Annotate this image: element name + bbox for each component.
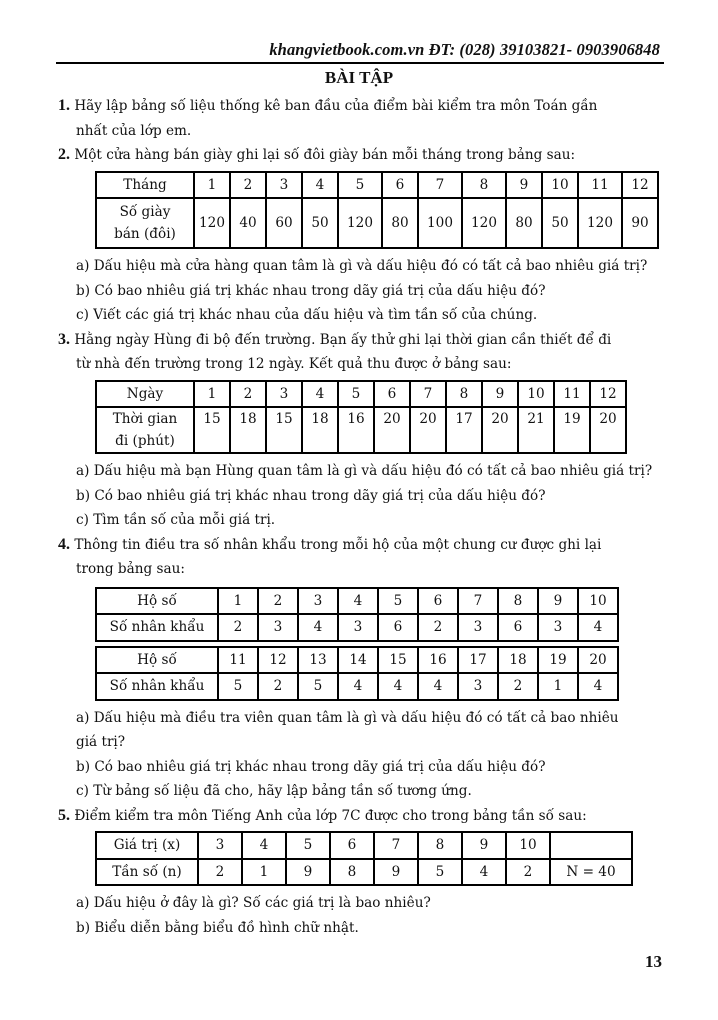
- cell: 11: [578, 172, 622, 199]
- cell: 19: [538, 647, 578, 674]
- cell: 18: [302, 407, 338, 453]
- question-c: c) Từ bảng số liệu đã cho, hãy lập bảng tần số tương ứng.: [76, 783, 472, 799]
- cell: 3: [198, 832, 242, 859]
- cell: 15: [378, 647, 418, 674]
- cell: 4: [578, 614, 618, 641]
- cell: 2: [498, 673, 538, 700]
- question-a: a) Dấu hiệu ở đây là gì? Số các giá trị là bao nhiêu?: [76, 895, 431, 911]
- row-label: Tháng: [96, 172, 194, 199]
- row-label-line: Thời gian: [112, 411, 178, 427]
- question-a: a) Dấu hiệu mà cửa hàng quan tâm là gì và dấu hiệu đó có tất cả bao nhiêu giá trị?: [76, 258, 648, 274]
- cell: 7: [410, 381, 446, 408]
- publisher-contact: khangvietbook.com.vn ĐT: (028) 39103821- 0903906848: [269, 40, 660, 59]
- cell: 7: [458, 588, 498, 615]
- cell: 4: [302, 172, 338, 199]
- cell: 1: [538, 673, 578, 700]
- exercise-text-cont: từ nhà đến trường trong 12 ngày. Kết quả thu được ở bảng sau:: [76, 356, 512, 372]
- cell: 9: [462, 832, 506, 859]
- cell: 8: [418, 832, 462, 859]
- cell: 4: [578, 673, 618, 700]
- cell: 4: [242, 832, 286, 859]
- row-label-line: đi (phút): [115, 433, 175, 449]
- cell: 20: [578, 647, 618, 674]
- cell: 12: [590, 381, 626, 408]
- cell: 10: [542, 172, 578, 199]
- cell: 13: [298, 647, 338, 674]
- exercise-4: [58, 533, 664, 804]
- exercise-2: [58, 143, 664, 328]
- cell: 1: [242, 859, 286, 886]
- exercise-number: 2.: [58, 146, 70, 163]
- cell: 9: [374, 859, 418, 886]
- row-label: Số nhân khẩu: [96, 614, 218, 641]
- cell: 120: [338, 198, 382, 248]
- cell: 15: [194, 407, 230, 453]
- cell: 4: [378, 673, 418, 700]
- question-c: c) Tìm tần số của mỗi giá trị.: [76, 512, 276, 528]
- cell: 40: [230, 198, 266, 248]
- cell: 120: [462, 198, 506, 248]
- question-b: b) Có bao nhiêu giá trị khác nhau trong dãy giá trị của dấu hiệu đó?: [76, 282, 546, 299]
- cell: 4: [462, 859, 506, 886]
- cell: 1: [194, 381, 230, 408]
- row-label-line: Số giày: [119, 204, 171, 220]
- row-label-line: bán (đôi): [114, 226, 176, 242]
- question-b: b) Biểu diễn bằng biểu đồ hình chữ nhật.: [76, 919, 359, 936]
- cell: 8: [330, 859, 374, 886]
- cell: 11: [554, 381, 590, 408]
- row-label: Số nhân khẩu: [96, 673, 218, 700]
- row-label: Giá trị (x): [96, 832, 198, 859]
- cell: 120: [578, 198, 622, 248]
- cell: 8: [446, 381, 482, 408]
- cell: 7: [374, 832, 418, 859]
- cell: 20: [374, 407, 410, 453]
- cell: 10: [578, 588, 618, 615]
- exercise-text: Một cửa hàng bán giày ghi lại số đôi giày bán mỗi tháng trong bảng sau:: [74, 147, 576, 163]
- exercise-1: [58, 94, 664, 143]
- exercise-text: Thông tin điều tra số nhân khẩu trong mỗi hộ của một chung cư được ghi lại: [74, 536, 602, 553]
- exercise-3: [58, 328, 664, 533]
- cell: 11: [218, 647, 258, 674]
- cell: 9: [482, 381, 518, 408]
- exercise-text-cont: trong bảng sau:: [76, 561, 185, 577]
- cell: 8: [498, 588, 538, 615]
- exercise-5: [58, 804, 664, 941]
- cell: 3: [458, 614, 498, 641]
- page-number: 13: [645, 952, 662, 971]
- exercise-number: 4.: [58, 535, 70, 553]
- cell: 10: [518, 381, 554, 408]
- exercise-number: 1.: [58, 97, 70, 114]
- household-table-2: [95, 646, 619, 701]
- cell: 3: [338, 614, 378, 641]
- cell: 2: [506, 859, 550, 886]
- exercise-number: 5.: [58, 806, 70, 824]
- question-b: b) Có bao nhiêu giá trị khác nhau trong dãy giá trị của dấu hiệu đó?: [76, 758, 546, 775]
- cell: 2: [230, 381, 266, 408]
- cell: 9: [506, 172, 542, 199]
- cell: 60: [266, 198, 302, 248]
- cell: 20: [410, 407, 446, 453]
- cell: 2: [198, 859, 242, 886]
- question-b: b) Có bao nhiêu giá trị khác nhau trong dãy giá trị của dấu hiệu đó?: [76, 487, 546, 504]
- walking-time-table: [95, 380, 627, 455]
- row-label: Tần số (n): [96, 859, 198, 886]
- cell: 6: [378, 614, 418, 641]
- cell: 6: [330, 832, 374, 859]
- cell: 120: [194, 198, 230, 248]
- cell: 9: [286, 859, 330, 886]
- row-label: Hộ số: [96, 588, 218, 615]
- cell: 17: [446, 407, 482, 453]
- cell: 5: [338, 381, 374, 408]
- cell: 6: [498, 614, 538, 641]
- exercise-list: [58, 94, 664, 940]
- cell: 4: [338, 673, 378, 700]
- cell: 9: [538, 588, 578, 615]
- cell: 20: [590, 407, 626, 453]
- cell: 3: [538, 614, 578, 641]
- row-label: [96, 407, 194, 453]
- household-table-1: [95, 587, 619, 642]
- cell: 4: [338, 588, 378, 615]
- cell: 4: [418, 673, 458, 700]
- cell: 80: [382, 198, 418, 248]
- exercise-text: Điểm kiểm tra môn Tiếng Anh của lớp 7C được cho trong bảng tần số sau:: [74, 807, 587, 824]
- row-label: Ngày: [96, 381, 194, 408]
- cell: 4: [298, 614, 338, 641]
- cell: 18: [498, 647, 538, 674]
- cell: 6: [382, 172, 418, 199]
- cell: 5: [286, 832, 330, 859]
- cell: 8: [462, 172, 506, 199]
- shoe-sales-table: [95, 171, 659, 250]
- section-title: BÀI TẬP: [324, 68, 394, 87]
- cell: 3: [298, 588, 338, 615]
- cell: 1: [218, 588, 258, 615]
- cell: 12: [258, 647, 298, 674]
- exercise-text: Hằng ngày Hùng đi bộ đến trường. Bạn ấy thử ghi lại thời gian cần thiết để đi: [74, 331, 612, 348]
- row-label: [96, 198, 194, 248]
- cell: 3: [458, 673, 498, 700]
- cell: 5: [218, 673, 258, 700]
- cell: 2: [258, 588, 298, 615]
- row-label: Hộ số: [96, 647, 218, 674]
- cell: 2: [258, 673, 298, 700]
- cell: 2: [230, 172, 266, 199]
- exercise-number: 3.: [58, 330, 70, 348]
- cell: 16: [338, 407, 374, 453]
- cell: 7: [418, 172, 462, 199]
- cell: 5: [338, 172, 382, 199]
- cell: 50: [302, 198, 338, 248]
- question-a: a) Dấu hiệu mà bạn Hùng quan tâm là gì và dấu hiệu đó có tất cả bao nhiêu giá trị?: [76, 463, 653, 479]
- question-a-cont: giá trị?: [76, 734, 126, 750]
- question-a: a) Dấu hiệu mà điều tra viên quan tâm là gì và dấu hiệu đó có tất cả bao nhiêu: [76, 709, 619, 726]
- cell: 10: [506, 832, 550, 859]
- cell: 2: [418, 614, 458, 641]
- cell: 20: [482, 407, 518, 453]
- cell: 3: [258, 614, 298, 641]
- cell: 1: [194, 172, 230, 199]
- cell: 2: [218, 614, 258, 641]
- cell: 3: [266, 381, 302, 408]
- cell: 5: [418, 859, 462, 886]
- question-c: c) Viết các giá trị khác nhau của dấu hiệu và tìm tần số của chúng.: [76, 307, 538, 323]
- cell: 100: [418, 198, 462, 248]
- exercise-text-cont: nhất của lớp em.: [76, 122, 192, 139]
- cell: 21: [518, 407, 554, 453]
- cell: 3: [266, 172, 302, 199]
- frequency-table: [95, 831, 633, 886]
- page-header: [56, 38, 664, 64]
- cell: 5: [298, 673, 338, 700]
- cell: 5: [378, 588, 418, 615]
- total-cell: N = 40: [550, 859, 632, 886]
- cell: [550, 832, 632, 859]
- cell: 4: [302, 381, 338, 408]
- cell: 6: [374, 381, 410, 408]
- cell: 15: [266, 407, 302, 453]
- cell: 16: [418, 647, 458, 674]
- cell: 12: [622, 172, 658, 199]
- cell: 18: [230, 407, 266, 453]
- cell: 19: [554, 407, 590, 453]
- cell: 90: [622, 198, 658, 248]
- cell: 6: [418, 588, 458, 615]
- cell: 50: [542, 198, 578, 248]
- cell: 80: [506, 198, 542, 248]
- cell: 14: [338, 647, 378, 674]
- cell: 17: [458, 647, 498, 674]
- exercise-text: Hãy lập bảng số liệu thống kê ban đầu của điểm bài kiểm tra môn Toán gần: [74, 98, 598, 114]
